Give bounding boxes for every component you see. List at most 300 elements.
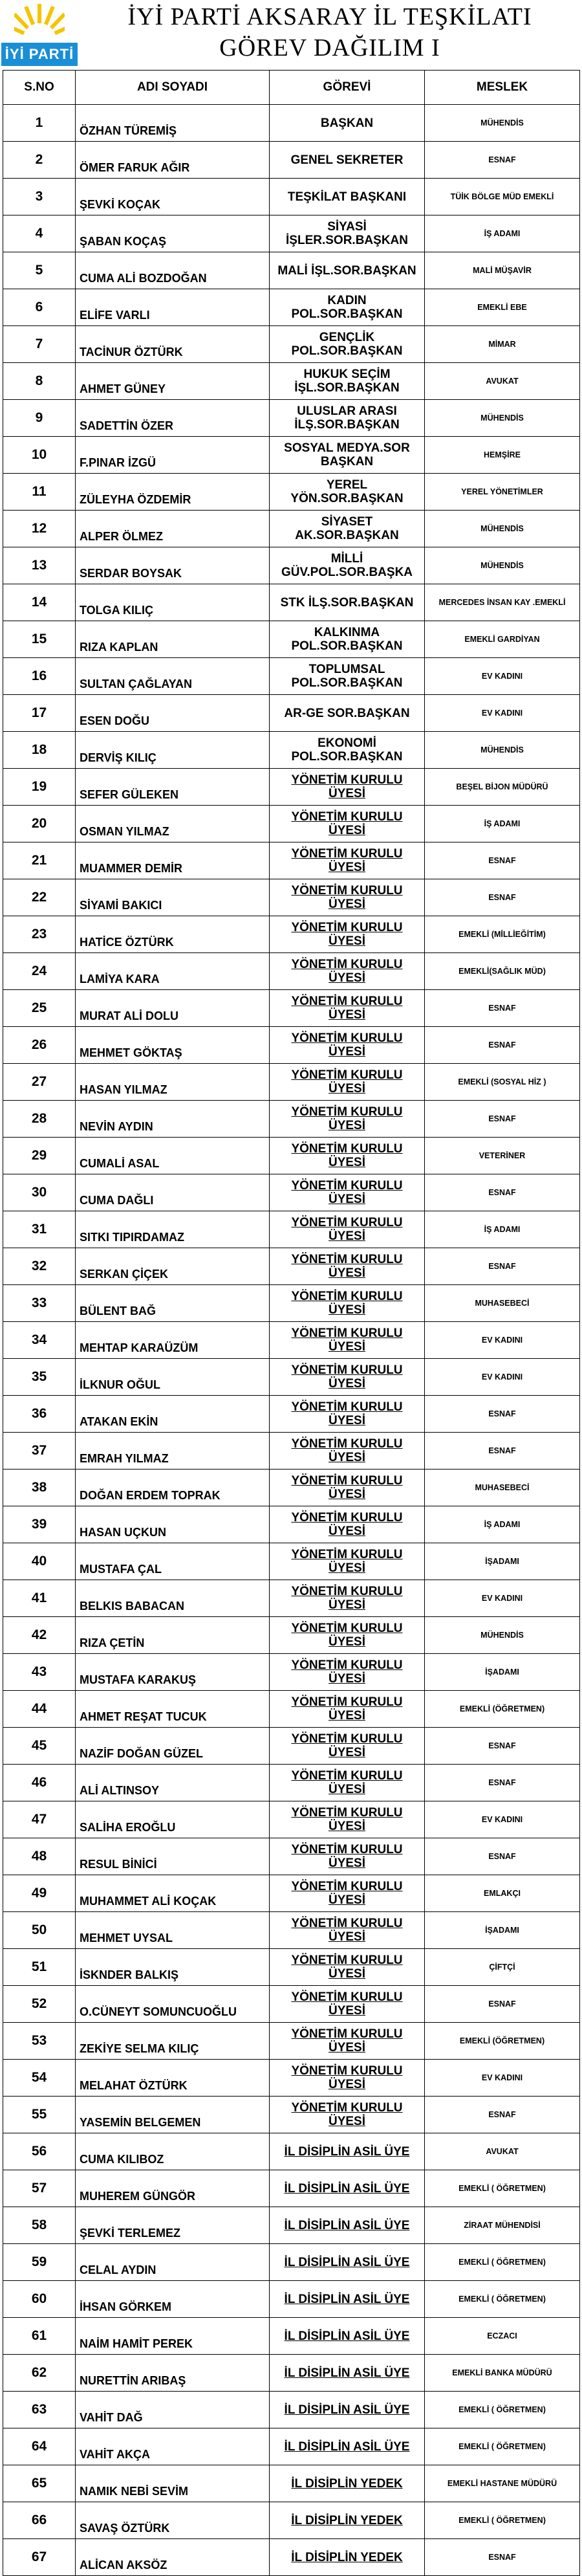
- row-profession: İŞADAMI: [425, 1654, 580, 1691]
- row-number: 46: [3, 1765, 76, 1801]
- table-row: [3, 2060, 580, 2097]
- row-role: YÖNETİM KURULU ÜYESİ: [270, 769, 425, 806]
- row-profession: EMEKLİ HASTANE MÜDÜRÜ: [425, 2465, 580, 2502]
- row-number: 45: [3, 1728, 76, 1765]
- page-header: [0, 0, 582, 68]
- row-profession: MERCEDES İNSAN KAY .EMEKLİ: [425, 584, 580, 621]
- row-role: MİLLİ GÜV.POL.SOR.BAŞKA: [270, 547, 425, 584]
- row-profession: EV KADINI: [425, 1801, 580, 1838]
- row-profession: ZİRAAT MÜHENDİSİ: [425, 2207, 580, 2244]
- logo-band: [1, 43, 78, 66]
- row-name: SERDAR BOYSAK: [76, 547, 270, 584]
- table-row: [3, 437, 580, 474]
- row-name: AHMET GÜNEY: [76, 363, 270, 400]
- row-name: NAİM HAMİT PEREK: [76, 2318, 270, 2355]
- table-row: [3, 1875, 580, 1912]
- row-profession: ESNAF: [425, 1101, 580, 1138]
- row-role: İL DİSİPLİN ASİL ÜYE: [270, 2318, 425, 2355]
- row-number: 18: [3, 732, 76, 769]
- row-role: TEŞKİLAT BAŞKANI: [270, 179, 425, 215]
- row-number: 7: [3, 326, 76, 363]
- row-name: ALİCAN AKSÖZ: [76, 2539, 270, 2576]
- row-profession: İŞ ADAMI: [425, 1506, 580, 1543]
- row-number: 66: [3, 2502, 76, 2539]
- row-profession: MALİ MÜŞAVİR: [425, 252, 580, 289]
- row-profession: EV KADINI: [425, 658, 580, 695]
- row-profession: ESNAF: [425, 1174, 580, 1211]
- table-row: [3, 1949, 580, 1986]
- row-number: 59: [3, 2244, 76, 2281]
- row-profession: MÜHENDİS: [425, 547, 580, 584]
- row-name: NURETTİN ARIBAŞ: [76, 2355, 270, 2392]
- row-name: İLKNUR OĞUL: [76, 1359, 270, 1396]
- row-number: 41: [3, 1580, 76, 1617]
- row-role: YÖNETİM KURULU ÜYESİ: [270, 842, 425, 879]
- row-role: YÖNETİM KURULU ÜYESİ: [270, 2023, 425, 2060]
- table-row: [3, 953, 580, 990]
- row-number: 60: [3, 2281, 76, 2318]
- row-profession: EMEKLİ ( ÖĞRETMEN): [425, 2170, 580, 2207]
- row-role: İL DİSİPLİN ASİL ÜYE: [270, 2355, 425, 2392]
- row-role: KALKINMA POL.SOR.BAŞKAN: [270, 621, 425, 658]
- row-profession: ESNAF: [425, 1433, 580, 1470]
- table-row: [3, 695, 580, 732]
- row-name: SERKAN ÇİÇEK: [76, 1248, 270, 1285]
- row-role: İL DİSİPLİN YEDEK: [270, 2539, 425, 2576]
- row-number: 55: [3, 2097, 76, 2133]
- row-role: ULUSLAR ARASI İLŞ.SOR.BAŞKAN: [270, 400, 425, 437]
- row-role: YÖNETİM KURULU ÜYESİ: [270, 1064, 425, 1101]
- row-role: YÖNETİM KURULU ÜYESİ: [270, 806, 425, 842]
- row-number: 52: [3, 1986, 76, 2023]
- table-row: [3, 1248, 580, 1285]
- row-profession: EMLAKÇI: [425, 1875, 580, 1912]
- row-number: 24: [3, 953, 76, 990]
- row-name: RIZA ÇETİN: [76, 1617, 270, 1654]
- row-name: ŞEVKİ KOÇAK: [76, 179, 270, 215]
- row-number: 61: [3, 2318, 76, 2355]
- table-row: [3, 769, 580, 806]
- row-profession: ESNAF: [425, 1838, 580, 1875]
- row-name: RESUL BİNİCİ: [76, 1838, 270, 1875]
- row-role: AR-GE SOR.BAŞKAN: [270, 695, 425, 732]
- table-row: [3, 215, 580, 252]
- row-name: ÖMER FARUK AĞIR: [76, 142, 270, 179]
- row-role: İL DİSİPLİN ASİL ÜYE: [270, 2392, 425, 2428]
- row-name: TOLGA KILIÇ: [76, 584, 270, 621]
- table-row: [3, 806, 580, 842]
- row-role: SİYASİ İŞLER.SOR.BAŞKAN: [270, 215, 425, 252]
- row-role: TOPLUMSAL POL.SOR.BAŞKAN: [270, 658, 425, 695]
- table-row: [3, 2465, 580, 2502]
- row-profession: EMEKLİ ( ÖĞRETMEN): [425, 2281, 580, 2318]
- row-name: F.PINAR İZGÜ: [76, 437, 270, 474]
- row-number: 33: [3, 1285, 76, 1322]
- table-row: [3, 1765, 580, 1801]
- row-role: YÖNETİM KURULU ÜYESİ: [270, 1138, 425, 1174]
- table-row: [3, 732, 580, 769]
- table-row: [3, 1027, 580, 1064]
- page-title: İYİ PARTİ AKSARAY İL TEŞKİLATI: [127, 3, 532, 30]
- row-profession: EMEKLİ EBE: [425, 289, 580, 326]
- row-name: TACİNUR ÖZTÜRK: [76, 326, 270, 363]
- row-profession: İŞ ADAMI: [425, 215, 580, 252]
- row-number: 12: [3, 511, 76, 547]
- row-number: 8: [3, 363, 76, 400]
- row-name: VAHİT AKÇA: [76, 2428, 270, 2465]
- row-profession: ESNAF: [425, 1986, 580, 2023]
- row-role: YÖNETİM KURULU ÜYESİ: [270, 953, 425, 990]
- row-name: İHSAN GÖRKEM: [76, 2281, 270, 2318]
- table-row: [3, 1285, 580, 1322]
- row-role: İL DİSİPLİN ASİL ÜYE: [270, 2170, 425, 2207]
- row-profession: MÜHENDİS: [425, 400, 580, 437]
- row-name: HATİCE ÖZTÜRK: [76, 916, 270, 953]
- table-row: [3, 2281, 580, 2318]
- table-row: [3, 1211, 580, 1248]
- table-row: [3, 547, 580, 584]
- row-profession: VETERİNER: [425, 1138, 580, 1174]
- table-row: [3, 2428, 580, 2465]
- row-role: YÖNETİM KURULU ÜYESİ: [270, 879, 425, 916]
- row-number: 6: [3, 289, 76, 326]
- row-name: MUSTAFA ÇAL: [76, 1543, 270, 1580]
- table-row: [3, 2502, 580, 2539]
- table-header-row: [3, 71, 580, 105]
- table-row: [3, 2392, 580, 2428]
- row-number: 54: [3, 2060, 76, 2097]
- row-role: YÖNETİM KURULU ÜYESİ: [270, 1875, 425, 1912]
- party-logo: [1, 3, 78, 66]
- table-row: [3, 1986, 580, 2023]
- row-name: MURAT ALİ DOLU: [76, 990, 270, 1027]
- row-role: YÖNETİM KURULU ÜYESİ: [270, 1470, 425, 1506]
- row-number: 38: [3, 1470, 76, 1506]
- row-number: 58: [3, 2207, 76, 2244]
- row-number: 26: [3, 1027, 76, 1064]
- table-row: [3, 363, 580, 400]
- table-row: [3, 990, 580, 1027]
- table-row: [3, 2207, 580, 2244]
- row-profession: TÜİK BÖLGE MÜD EMEKLİ: [425, 179, 580, 215]
- row-profession: ESNAF: [425, 1027, 580, 1064]
- row-profession: EMEKLİ ( ÖĞRETMEN): [425, 2428, 580, 2465]
- row-profession: MÜHENDİS: [425, 1617, 580, 1654]
- row-role: KADIN POL.SOR.BAŞKAN: [270, 289, 425, 326]
- table-row: [3, 842, 580, 879]
- row-profession: ESNAF: [425, 2539, 580, 2576]
- row-name: CUMA ALİ BOZDOĞAN: [76, 252, 270, 289]
- table-row: [3, 2097, 580, 2133]
- row-role: YÖNETİM KURULU ÜYESİ: [270, 1765, 425, 1801]
- row-number: 64: [3, 2428, 76, 2465]
- row-name: SİYAMİ BAKICI: [76, 879, 270, 916]
- row-name: HASAN UÇKUN: [76, 1506, 270, 1543]
- duty-table: [3, 70, 580, 2576]
- row-number: 23: [3, 916, 76, 953]
- row-role: YÖNETİM KURULU ÜYESİ: [270, 1949, 425, 1986]
- row-name: MEHTAP KARAÜZÜM: [76, 1322, 270, 1359]
- row-name: AHMET REŞAT TUCUK: [76, 1691, 270, 1728]
- row-number: 2: [3, 142, 76, 179]
- row-number: 40: [3, 1543, 76, 1580]
- table-row: [3, 105, 580, 142]
- row-profession: ESNAF: [425, 842, 580, 879]
- row-role: GENÇLİK POL.SOR.BAŞKAN: [270, 326, 425, 363]
- row-role: YÖNETİM KURULU ÜYESİ: [270, 1506, 425, 1543]
- table-row: [3, 1359, 580, 1396]
- row-number: 34: [3, 1322, 76, 1359]
- row-profession: AVUKAT: [425, 363, 580, 400]
- row-role: YÖNETİM KURULU ÜYESİ: [270, 1986, 425, 2023]
- row-name: ALPER ÖLMEZ: [76, 511, 270, 547]
- row-name: ALİ ALTINSOY: [76, 1765, 270, 1801]
- row-number: 51: [3, 1949, 76, 1986]
- row-profession: MİMAR: [425, 326, 580, 363]
- row-role: GENEL SEKRETER: [270, 142, 425, 179]
- table-row: [3, 1138, 580, 1174]
- row-role: BAŞKAN: [270, 105, 425, 142]
- row-name: SEFER GÜLEKEN: [76, 769, 270, 806]
- row-number: 31: [3, 1211, 76, 1248]
- row-name: CUMA DAĞLI: [76, 1174, 270, 1211]
- page-subtitle: GÖREV DAĞILIM I: [219, 34, 440, 61]
- column-header-name: ADI SOYADI: [76, 71, 270, 105]
- table-row: [3, 326, 580, 363]
- row-name: ELİFE VARLI: [76, 289, 270, 326]
- row-number: 28: [3, 1101, 76, 1138]
- row-profession: EMEKLİ(SAĞLIK MÜD): [425, 953, 580, 990]
- row-profession: EV KADINI: [425, 695, 580, 732]
- table-row: [3, 2318, 580, 2355]
- row-role: YÖNETİM KURULU ÜYESİ: [270, 916, 425, 953]
- row-name: YASEMİN BELGEMEN: [76, 2097, 270, 2133]
- row-number: 13: [3, 547, 76, 584]
- row-role: YÖNETİM KURULU ÜYESİ: [270, 1248, 425, 1285]
- row-profession: EMEKLİ GARDİYAN: [425, 621, 580, 658]
- row-name: BELKIS BABACAN: [76, 1580, 270, 1617]
- row-number: 22: [3, 879, 76, 916]
- row-profession: EV KADINI: [425, 2060, 580, 2097]
- row-profession: BEŞEL BİJON MÜDÜRÜ: [425, 769, 580, 806]
- row-name: BÜLENT BAĞ: [76, 1285, 270, 1322]
- row-profession: MÜHENDİS: [425, 105, 580, 142]
- table-body: [3, 105, 580, 2576]
- row-profession: ESNAF: [425, 1396, 580, 1433]
- row-profession: ESNAF: [425, 1248, 580, 1285]
- row-number: 36: [3, 1396, 76, 1433]
- table-row: [3, 1654, 580, 1691]
- row-profession: EMEKLİ ( ÖĞRETMEN): [425, 2244, 580, 2281]
- row-number: 56: [3, 2133, 76, 2170]
- table-row: [3, 1801, 580, 1838]
- row-role: YÖNETİM KURULU ÜYESİ: [270, 1396, 425, 1433]
- row-profession: MUHASEBECİ: [425, 1470, 580, 1506]
- table-row: [3, 1580, 580, 1617]
- row-role: STK İLŞ.SOR.BAŞKAN: [270, 584, 425, 621]
- row-number: 63: [3, 2392, 76, 2428]
- row-role: YÖNETİM KURULU ÜYESİ: [270, 1654, 425, 1691]
- column-header-role: GÖREVİ: [270, 71, 425, 105]
- row-role: YÖNETİM KURULU ÜYESİ: [270, 1912, 425, 1949]
- row-role: YÖNETİM KURULU ÜYESİ: [270, 1801, 425, 1838]
- row-name: ESEN DOĞU: [76, 695, 270, 732]
- row-number: 10: [3, 437, 76, 474]
- row-profession: ESNAF: [425, 142, 580, 179]
- table-row: [3, 584, 580, 621]
- row-role: YÖNETİM KURULU ÜYESİ: [270, 1691, 425, 1728]
- table-row: [3, 1174, 580, 1211]
- row-role: YÖNETİM KURULU ÜYESİ: [270, 1174, 425, 1211]
- row-role: İL DİSİPLİN ASİL ÜYE: [270, 2244, 425, 2281]
- row-role: MALİ İŞL.SOR.BAŞKAN: [270, 252, 425, 289]
- row-number: 67: [3, 2539, 76, 2576]
- row-role: SOSYAL MEDYA.SOR BAŞKAN: [270, 437, 425, 474]
- logo-text: İYİ PARTİ: [5, 46, 74, 62]
- table-row: [3, 1506, 580, 1543]
- row-number: 49: [3, 1875, 76, 1912]
- table-row: [3, 1543, 580, 1580]
- row-name: SULTAN ÇAĞLAYAN: [76, 658, 270, 695]
- row-number: 47: [3, 1801, 76, 1838]
- row-profession: EMEKLİ (MİLLİEĞİTİM): [425, 916, 580, 953]
- row-name: MUSTAFA KARAKUŞ: [76, 1654, 270, 1691]
- row-name: EMRAH YILMAZ: [76, 1433, 270, 1470]
- row-role: YÖNETİM KURULU ÜYESİ: [270, 1101, 425, 1138]
- row-number: 27: [3, 1064, 76, 1101]
- row-number: 43: [3, 1654, 76, 1691]
- row-profession: EMEKLİ (ÖĞRETMEN): [425, 2023, 580, 2060]
- table-row: [3, 2023, 580, 2060]
- row-profession: İŞADAMI: [425, 1912, 580, 1949]
- row-number: 30: [3, 1174, 76, 1211]
- row-role: YÖNETİM KURULU ÜYESİ: [270, 1838, 425, 1875]
- row-number: 65: [3, 2465, 76, 2502]
- table-row: [3, 2244, 580, 2281]
- row-profession: YEREL YÖNETİMLER: [425, 474, 580, 511]
- row-name: MUAMMER DEMİR: [76, 842, 270, 879]
- row-role: YÖNETİM KURULU ÜYESİ: [270, 1728, 425, 1765]
- table-row: [3, 1470, 580, 1506]
- table-row: [3, 179, 580, 215]
- row-name: ZEKİYE SELMA KILIÇ: [76, 2023, 270, 2060]
- row-number: 50: [3, 1912, 76, 1949]
- row-role: YEREL YÖN.SOR.BAŞKAN: [270, 474, 425, 511]
- row-profession: ESNAF: [425, 1765, 580, 1801]
- table-row: [3, 1728, 580, 1765]
- row-role: EKONOMİ POL.SOR.BAŞKAN: [270, 732, 425, 769]
- row-profession: EV KADINI: [425, 1359, 580, 1396]
- table-row: [3, 916, 580, 953]
- row-profession: EMEKLİ ( ÖĞRETMEN): [425, 2392, 580, 2428]
- row-name: CELAL AYDIN: [76, 2244, 270, 2281]
- row-name: SAVAŞ ÖZTÜRK: [76, 2502, 270, 2539]
- column-header-profession: MESLEK: [425, 71, 580, 105]
- table-row: [3, 1838, 580, 1875]
- row-name: RIZA KAPLAN: [76, 621, 270, 658]
- table-row: [3, 400, 580, 437]
- row-profession: ECZACI: [425, 2318, 580, 2355]
- row-name: NAZİF DOĞAN GÜZEL: [76, 1728, 270, 1765]
- row-name: ŞEVKİ TERLEMEZ: [76, 2207, 270, 2244]
- row-number: 11: [3, 474, 76, 511]
- row-name: İSKNDER BALKIŞ: [76, 1949, 270, 1986]
- table-row: [3, 1912, 580, 1949]
- row-role: YÖNETİM KURULU ÜYESİ: [270, 2060, 425, 2097]
- table-row: [3, 1101, 580, 1138]
- row-profession: İŞ ADAMI: [425, 806, 580, 842]
- column-header-no: S.NO: [3, 71, 76, 105]
- row-name: ZÜLEYHA ÖZDEMİR: [76, 474, 270, 511]
- sun-rays-icon: [14, 3, 65, 43]
- table-row: [3, 1396, 580, 1433]
- row-number: 9: [3, 400, 76, 437]
- row-profession: MÜHENDİS: [425, 511, 580, 547]
- row-number: 48: [3, 1838, 76, 1875]
- row-number: 21: [3, 842, 76, 879]
- row-profession: ESNAF: [425, 2097, 580, 2133]
- table-row: [3, 2170, 580, 2207]
- row-profession: EMEKLİ ( ÖĞRETMEN): [425, 2502, 580, 2539]
- row-number: 3: [3, 179, 76, 215]
- row-number: 19: [3, 769, 76, 806]
- row-role: İL DİSİPLİN ASİL ÜYE: [270, 2207, 425, 2244]
- table-row: [3, 511, 580, 547]
- row-name: HASAN YILMAZ: [76, 1064, 270, 1101]
- row-role: YÖNETİM KURULU ÜYESİ: [270, 1211, 425, 1248]
- row-role: YÖNETİM KURULU ÜYESİ: [270, 990, 425, 1027]
- row-name: MEHMET GÖKTAŞ: [76, 1027, 270, 1064]
- row-profession: EMEKLİ (SOSYAL HİZ ): [425, 1064, 580, 1101]
- row-name: MUHEREM GÜNGÖR: [76, 2170, 270, 2207]
- row-number: 16: [3, 658, 76, 695]
- row-role: İL DİSİPLİN ASİL ÜYE: [270, 2133, 425, 2170]
- row-role: YÖNETİM KURULU ÜYESİ: [270, 1433, 425, 1470]
- row-role: YÖNETİM KURULU ÜYESİ: [270, 1543, 425, 1580]
- row-name: DOĞAN ERDEM TOPRAK: [76, 1470, 270, 1506]
- row-name: NAMIK NEBİ SEVİM: [76, 2465, 270, 2502]
- row-profession: EV KADINI: [425, 1580, 580, 1617]
- table-row: [3, 142, 580, 179]
- row-role: İL DİSİPLİN ASİL ÜYE: [270, 2428, 425, 2465]
- table-row: [3, 2133, 580, 2170]
- row-role: İL DİSİPLİN YEDEK: [270, 2502, 425, 2539]
- row-number: 17: [3, 695, 76, 732]
- row-profession: ESNAF: [425, 990, 580, 1027]
- row-profession: İŞ ADAMI: [425, 1211, 580, 1248]
- row-number: 42: [3, 1617, 76, 1654]
- row-role: YÖNETİM KURULU ÜYESİ: [270, 1359, 425, 1396]
- row-name: ATAKAN EKİN: [76, 1396, 270, 1433]
- row-profession: HEMŞİRE: [425, 437, 580, 474]
- row-number: 62: [3, 2355, 76, 2392]
- table-row: [3, 252, 580, 289]
- row-profession: MUHASEBECİ: [425, 1285, 580, 1322]
- table-row: [3, 2539, 580, 2576]
- row-number: 29: [3, 1138, 76, 1174]
- row-name: SALİHA EROĞLU: [76, 1801, 270, 1838]
- row-name: DERVİŞ KILIÇ: [76, 732, 270, 769]
- row-role: İL DİSİPLİN YEDEK: [270, 2465, 425, 2502]
- row-role: YÖNETİM KURULU ÜYESİ: [270, 1285, 425, 1322]
- table-row: [3, 621, 580, 658]
- row-role: HUKUK SEÇİM İŞL.SOR.BAŞKAN: [270, 363, 425, 400]
- row-profession: EMEKLİ BANKA MÜDÜRÜ: [425, 2355, 580, 2392]
- row-profession: AVUKAT: [425, 2133, 580, 2170]
- row-name: O.CÜNEYT SOMUNCUOĞLU: [76, 1986, 270, 2023]
- row-number: 15: [3, 621, 76, 658]
- row-name: CUMA KILIBOZ: [76, 2133, 270, 2170]
